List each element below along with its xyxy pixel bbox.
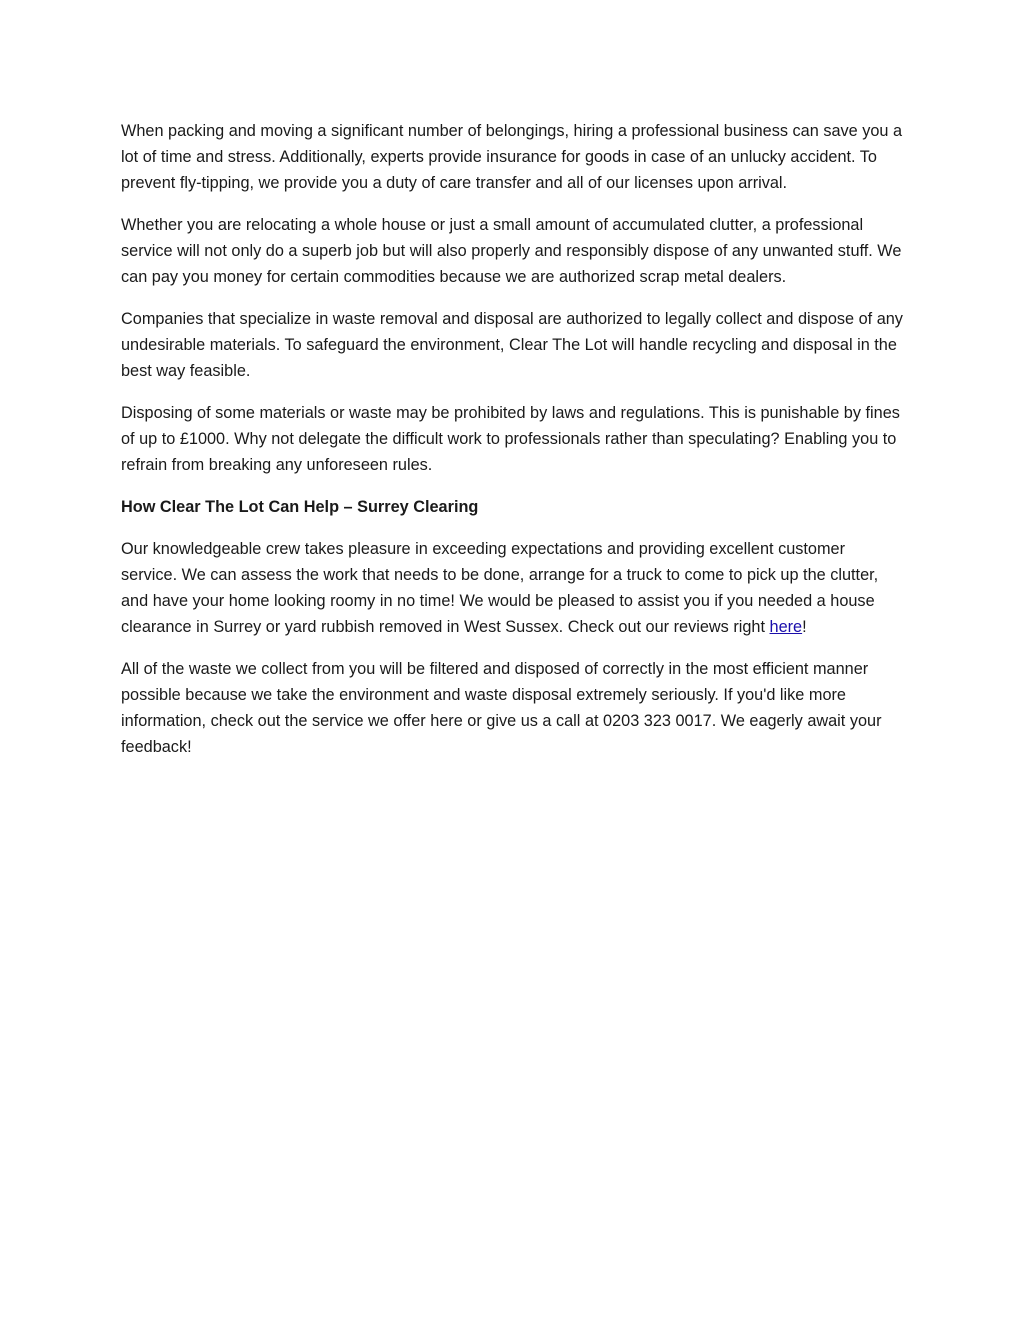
paragraph-intro: When packing and moving a significant number of belongings, hiring a professional business can save you a lot of time and stress. Additionally, experts provide insurance for goods in case of an unlucky accident. To prevent fly-tipping, we provide you a duty of care transfer and all of our licenses upon arrival. <box>121 122 903 192</box>
paragraph-crew-suffix: ! <box>802 618 807 636</box>
paragraph-relocating: Whether you are relocating a whole house or just a small amount of accumulated clutter, a professional service will not only do a superb job but will also properly and responsibly dispose of any unwanted stuff. We can pay you money for certain commodities because we are authorized scrap metal dealers. <box>121 216 902 286</box>
paragraph-companies: Companies that specialize in waste removal and disposal are authorized to legally collect and dispose of any undesirable materials. To safeguard the environment, Clear The Lot will handle recycling and disposal in the best way feasible. <box>121 310 903 380</box>
paragraph-closing: All of the waste we collect from you will be filtered and disposed of correctly in the most efficient manner possible because we take the environment and waste disposal extremely seriously. If you'd like more information, check out the service we offer here or give us a call at 0203 323 0017. We eagerly await your feedback! <box>121 660 882 756</box>
document-body <box>121 118 905 776</box>
paragraph-crew <box>121 536 905 640</box>
paragraph-disposing: Disposing of some materials or waste may be prohibited by laws and regulations. This is punishable by fines of up to £1000. Why not delegate the difficult work to professionals rather than speculating? Enabling you to refrain from breaking any unforeseen rules. <box>121 404 900 474</box>
section-heading: How Clear The Lot Can Help – Surrey Clearing <box>121 498 479 516</box>
reviews-here-link[interactable]: here <box>769 618 803 636</box>
paragraph-crew-text: Our knowledgeable crew takes pleasure in exceeding expectations and providing excellent customer service. We can assess the work that needs to be done, arrange for a truck to come to pick up the clutter, and have your home looking roomy in no time! We would be pleased to assist you if you needed a house clearance in Surrey or yard rubbish removed in West Sussex. Check out our reviews right <box>121 540 879 636</box>
